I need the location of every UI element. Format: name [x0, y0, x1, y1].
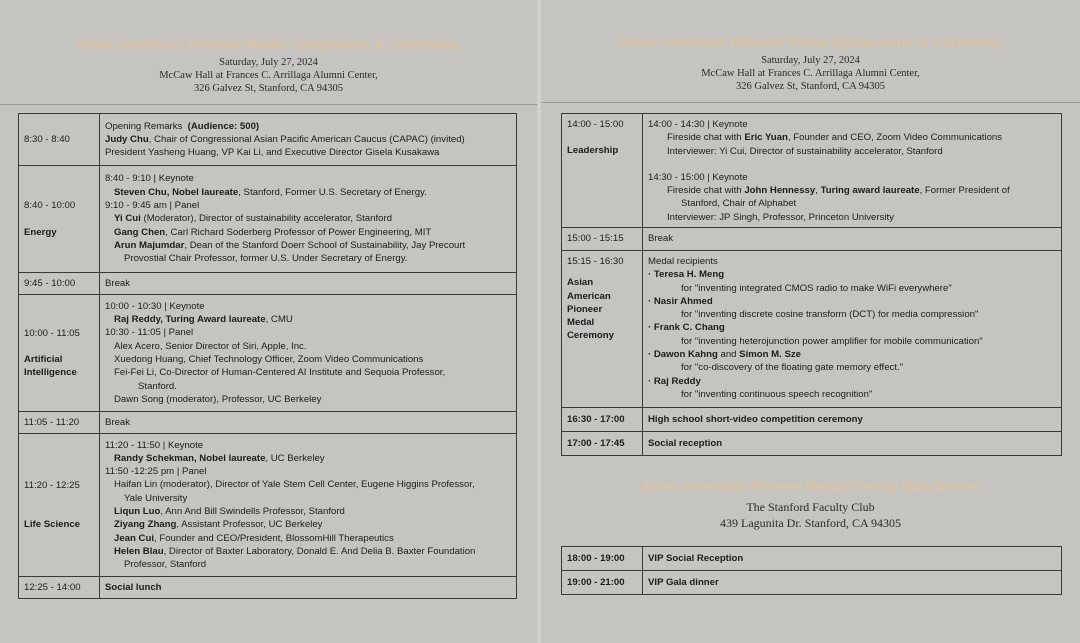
gala-header: [541, 478, 1080, 531]
gala-title: Asian American Pioneer Medal Charity Gala Dinner: [641, 478, 980, 494]
recipient-name: · Raj Reddy: [648, 375, 701, 387]
time-cell: 8:40 - 10:00 Energy: [19, 166, 100, 273]
table-row: [19, 295, 517, 412]
table-row: [562, 114, 1062, 228]
time-cell: 15:15 - 16:30 Asian American Pioneer Medal Ceremony: [562, 251, 643, 408]
header-divider: [0, 104, 537, 105]
speaker-name: Helen Blau: [114, 545, 164, 557]
event-date: Saturday, July 27, 2024: [219, 57, 318, 68]
session-cell: 14:00 - 14:30 | Keynote Fireside chat with Eric Yuan, Founder and CEO, Zoom Video Communications Interviewer: Yi Cui, Director of sustainability accelerator, Stanford 14:30 - 15:00 | Keynote Fireside chat with John Hennessy, Turing award laureate, Former President of Stanford, Chair of Alphabet Interviewer: JP Singh, Professor, Princeton University: [643, 114, 1062, 228]
event-address: 326 Galvez St, Stanford, CA 94305: [193, 83, 344, 94]
table-row: [562, 408, 1062, 432]
speaker-name: Ziyang Zhang: [114, 519, 177, 531]
session-label: VIP Social Reception: [643, 547, 1062, 571]
event-date: Saturday, July 27, 2024: [761, 55, 860, 66]
track-label: Energy: [24, 226, 57, 238]
session-cell: Opening Remarks (Audience: 500) Judy Chu, Chair of Congressional Asian Pacific American Caucus (CAPAC) (invited) President Yasheng Huang, VP Kai Li, and Executive Director Gisela Kusakawa: [100, 114, 517, 166]
time-cell: 11:05 - 11:20: [19, 412, 100, 434]
gala-address: 439 Lagunita Dr. Stanford, CA 94305: [720, 516, 901, 530]
table-row: [562, 571, 1062, 595]
track-label: Artificial: [24, 353, 63, 365]
recipient-name: · Nasir Ahmed: [648, 295, 713, 307]
gala-info: [541, 499, 1080, 531]
track-label: Life Science: [24, 519, 80, 530]
symposium-title: Asian American Pioneer Medal Symposium & Ceremony: [618, 34, 1003, 50]
track-label: Leadership: [567, 145, 619, 157]
track-label: Asian: [567, 277, 594, 289]
time-cell: 19:00 - 21:00: [562, 571, 643, 595]
recipient-name: Simon M. Sze: [739, 349, 802, 361]
speaker-name: Raj Reddy, Turing Award laureate: [114, 314, 266, 326]
session-cell: 11:20 - 11:50 | Keynote Randy Schekman, Nobel laureate, UC Berkeley 11:50 -12:25 pm | Panel Haifan Lin (moderator), Director of Yale Stem Cell Center, Eugene Higgins Professor, Yale University Liqun Luo, Ann And Bill Swindells Professor, Stanford Ziyang Zhang, Assistant Professor, UC Berkeley Jean Cui, Founder and CEO/President, BlossomHill Therapeutics Helen Blau, Director of Baxter Laboratory, Donald E. And Delia B. Baxter Foundation Professor, Stanford: [100, 434, 517, 577]
speaker-name: Gang Chen: [114, 226, 166, 238]
table-row: [19, 114, 517, 166]
speaker-name: Judy Chu: [105, 133, 149, 145]
table-row: [562, 432, 1062, 456]
time-cell: 18:00 - 19:00: [562, 547, 643, 571]
recipient-name: · Dawon Kahng: [648, 349, 718, 361]
audience-count: (Audience: 500): [187, 120, 260, 132]
time-cell: 10:00 - 11:05 Artificial Intelligence: [19, 295, 100, 412]
recipient-name: · Frank C. Chang: [648, 322, 725, 334]
right-header: [541, 34, 1080, 93]
break-label: Break: [643, 228, 1062, 251]
session-cell: 8:40 - 9:10 | Keynote Steven Chu, Nobel laureate, Stanford, Former U.S. Secretary of Energy. 9:10 - 9:45 am | Panel Yi Cui (Moderator), Director of sustainability accelerator, Stanford Gang Chen, Carl Richard Soderberg Professor of Power Engineering, MIT Arun Majumdar, Dean of the Stanford Doerr School of Sustainability, Jay Precourt Provostial Chair Professor, former U.S. Under Secretary of Energy.: [100, 166, 517, 273]
session-label: High school short-video competition ceremony: [643, 408, 1062, 432]
session-cell: Medal recipients · Teresa H. Meng for "inventing integrated CMOS radio to make WiFi everywhere" · Nasir Ahmed for "inventing discrete cosine transform (DCT) for media compression" · Frank C. Chang for "inventing heterojunction power amplifier for mobile communication" · Dawon Kahng and Simon M. Sze for "co-discovery of the floating gate memory effect." · Raj Reddy for "inventing continuous speech recognition": [643, 251, 1062, 408]
speaker-name: Eric Yuan: [744, 132, 788, 144]
table-row: [19, 434, 517, 577]
table-row: [19, 273, 517, 295]
table-row: [19, 577, 517, 599]
speaker-name: Jean Cui: [114, 532, 154, 544]
session-cell: 10:00 - 10:30 | Keynote Raj Reddy, Turing Award laureate, CMU 10:30 - 11:05 | Panel Alex Acero, Senior Director of Siri, Apple, Inc. Xuedong Huang, Chief Technology Officer, Zoom Video Communications Fei-Fei Li, Co-Director of Human-Centered AI Institute and Sequoia Professor, Stanford. Dawn Song (moderator), Professor, UC Berkeley: [100, 295, 517, 412]
right-page: [541, 0, 1080, 643]
afternoon-schedule-table: [561, 113, 1062, 456]
event-venue: McCaw Hall at Frances C. Arrillaga Alumni Center,: [701, 68, 920, 79]
time-cell: 9:45 - 10:00: [19, 273, 100, 295]
time-cell: 15:00 - 15:15: [562, 228, 643, 251]
time-cell: 12:25 - 14:00: [19, 577, 100, 599]
time-cell: 8:30 - 8:40: [19, 114, 100, 166]
table-row: [562, 228, 1062, 251]
left-page: [0, 0, 537, 643]
break-label: Break: [100, 412, 517, 434]
speaker-name: John Hennessy: [744, 185, 816, 197]
table-row: [562, 251, 1062, 408]
recipient-name: · Teresa H. Meng: [648, 269, 725, 281]
event-info: [541, 54, 1080, 93]
event-address: 326 Galvez St, Stanford, CA 94305: [735, 81, 886, 92]
time-cell: 17:00 - 17:45: [562, 432, 643, 456]
time-cell: 16:30 - 17:00: [562, 408, 643, 432]
speaker-name: Liqun Luo: [114, 506, 161, 517]
gala-venue: The Stanford Faculty Club: [746, 500, 875, 514]
header-divider: [541, 102, 1080, 103]
session-label: Social lunch: [100, 577, 517, 599]
speaker-name: Randy Schekman, Nobel laureate: [114, 452, 266, 464]
time-cell: 11:20 - 12:25 Life Science: [19, 434, 100, 577]
session-title: Opening Remarks: [105, 120, 183, 132]
event-info: [0, 56, 537, 95]
table-row: [19, 166, 517, 273]
table-row: [562, 547, 1062, 571]
event-venue: McCaw Hall at Frances C. Arrillaga Alumni Center,: [159, 70, 378, 81]
speaker-name: Arun Majumdar: [114, 239, 185, 251]
session-label: VIP Gala dinner: [643, 571, 1062, 595]
gala-schedule-table: [561, 546, 1062, 595]
session-label: Social reception: [643, 432, 1062, 456]
break-label: Break: [100, 273, 517, 295]
speaker-name: Steven Chu, Nobel laureate: [114, 186, 239, 198]
left-header: [0, 36, 537, 95]
symposium-title: Asian American Pioneer Medal Symposium & Ceremony: [76, 36, 461, 52]
table-row: [19, 412, 517, 434]
officials-line: President Yasheng Huang, VP Kai Li, and Executive Director Gisela Kusakawa: [105, 147, 440, 159]
morning-schedule-table: [18, 113, 517, 599]
speaker-name: Yi Cui: [114, 213, 141, 225]
time-cell: 14:00 - 15:00 Leadership: [562, 114, 643, 228]
